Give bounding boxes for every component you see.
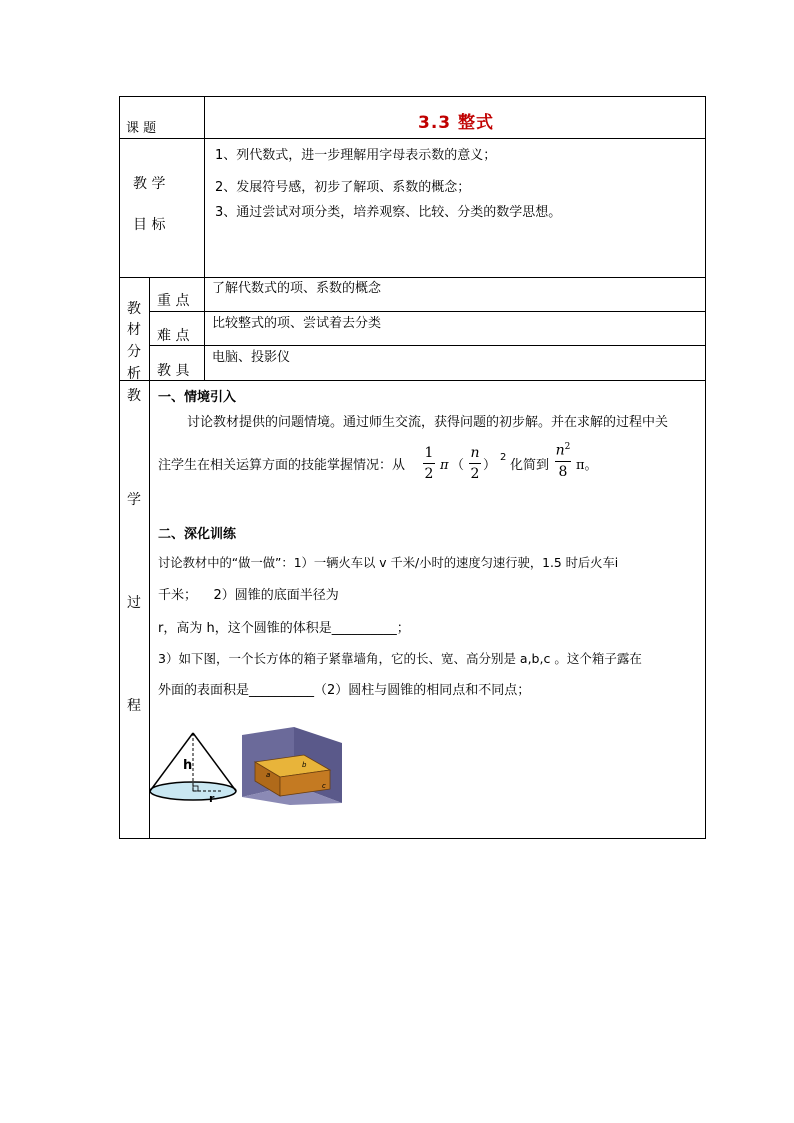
paren-close: ） — [483, 458, 497, 473]
cone-svg — [147, 730, 239, 806]
pi-symbol-1: π — [440, 458, 449, 473]
table-right-border — [705, 96, 706, 839]
process-side-char-1: 教 — [127, 388, 141, 404]
cone-height-label: h — [183, 758, 193, 773]
objectives-label-1: 教 学 — [133, 176, 166, 192]
process-side-char-2: 学 — [127, 492, 141, 508]
process-side-char-3: 过 — [127, 595, 141, 611]
fraction-n-over-2-numerator: n — [470, 445, 480, 461]
fraction-one-half-denominator: 2 — [424, 466, 434, 482]
fraction-n2-over-8-exponent: 2 — [564, 442, 571, 452]
box-label-b: b — [302, 761, 307, 769]
fraction-one-half-numerator: 1 — [424, 445, 434, 461]
analysis-side-char-1: 教 — [127, 301, 141, 317]
box-label-c: c — [322, 782, 326, 790]
objective-item-2: 2、发展符号感，初步了解项、系数的概念； — [215, 180, 471, 195]
box-label-a: a — [266, 771, 271, 779]
section2-line4: 3）如下图，一个长方体的箱子紧靠墙角，它的长、宽、高分别是 a,b,c 。这个箱子露在 — [158, 651, 642, 666]
page-title: 3.3 整式 — [418, 113, 495, 133]
end-pi: π。 — [576, 458, 598, 473]
fraction-one-half — [423, 445, 435, 482]
key-point-text: 了解代数式的项、系数的概念 — [212, 281, 382, 296]
row-divider-3 — [149, 311, 706, 312]
fraction-n2-over-8-denominator: 8 — [558, 463, 568, 480]
teaching-aid-label: 教 具 — [157, 363, 190, 379]
section2-line3: r，高为 h，这个圆锥的体积是__________； — [158, 621, 410, 636]
difficulty-label: 难 点 — [157, 328, 190, 344]
section2-heading: 二、深化训练 — [158, 527, 237, 542]
cone-radius-label: r — [209, 792, 215, 805]
exponent-2: 2 — [500, 452, 507, 463]
row-divider-1 — [119, 138, 706, 139]
label-col-divider — [204, 96, 205, 278]
fraction-bar — [423, 463, 435, 464]
section1-line2-prefix: 注学生在相关运算方面的技能掌握情况：从 — [158, 458, 406, 473]
fraction-bar — [555, 461, 571, 462]
objective-item-3: 3、通过尝试对项分类，培养观察、比较、分类的数学思想。 — [215, 205, 562, 220]
fraction-n2-over-8-numerator — [555, 442, 571, 459]
course-label: 课 题 — [126, 121, 157, 136]
section2-line1: 讨论教材中的“做一做”：1）一辆火车以 v 千米/小时的速度匀速行驶，1.5 时后火车i — [158, 556, 619, 570]
table-top-border — [119, 96, 706, 97]
teaching-aid-text: 电脑、投影仪 — [212, 350, 291, 365]
analysis-side-char-3: 分 — [127, 344, 141, 360]
paren-open: （ — [451, 458, 465, 473]
cone-figure — [147, 730, 239, 806]
analysis-side-char-4: 析 — [127, 366, 141, 382]
analysis-label-divider — [204, 277, 205, 381]
row-divider-2 — [119, 277, 706, 278]
box-svg — [242, 727, 342, 805]
box-corner-figure — [242, 727, 342, 805]
fraction-n2-over-8 — [555, 442, 571, 480]
fraction-bar — [469, 463, 481, 464]
row-divider-4 — [149, 345, 706, 346]
table-left-border — [119, 96, 120, 839]
process-side-char-4: 程 — [127, 698, 141, 714]
objective-item-1: 1、列代数式，进一步理解用字母表示数的意义； — [215, 148, 497, 163]
analysis-side-char-2: 材 — [127, 322, 141, 338]
fraction-n2-over-8-base: n — [555, 442, 565, 459]
difficulty-text: 比较整式的项、尝试着去分类 — [212, 316, 382, 331]
key-point-label: 重 点 — [157, 293, 190, 309]
section2-line2: 千米； 2）圆锥的底面半径为 — [158, 588, 339, 603]
section1-line1: 讨论教材提供的问题情境。通过师生交流，获得问题的初步解。并在求解的过程中关 — [187, 415, 669, 430]
simplify-to-text: 化简到 — [510, 458, 550, 473]
fraction-n-over-2 — [469, 445, 481, 482]
objectives-label-2: 目 标 — [133, 217, 166, 233]
section1-heading: 一、情境引入 — [158, 390, 237, 405]
fraction-n-over-2-denominator: 2 — [470, 466, 480, 482]
section2-line5: 外面的表面积是__________（2）圆柱与圆锥的相同点和不同点； — [158, 683, 531, 698]
row-divider-5 — [119, 380, 706, 381]
table-bottom-border — [119, 838, 706, 839]
